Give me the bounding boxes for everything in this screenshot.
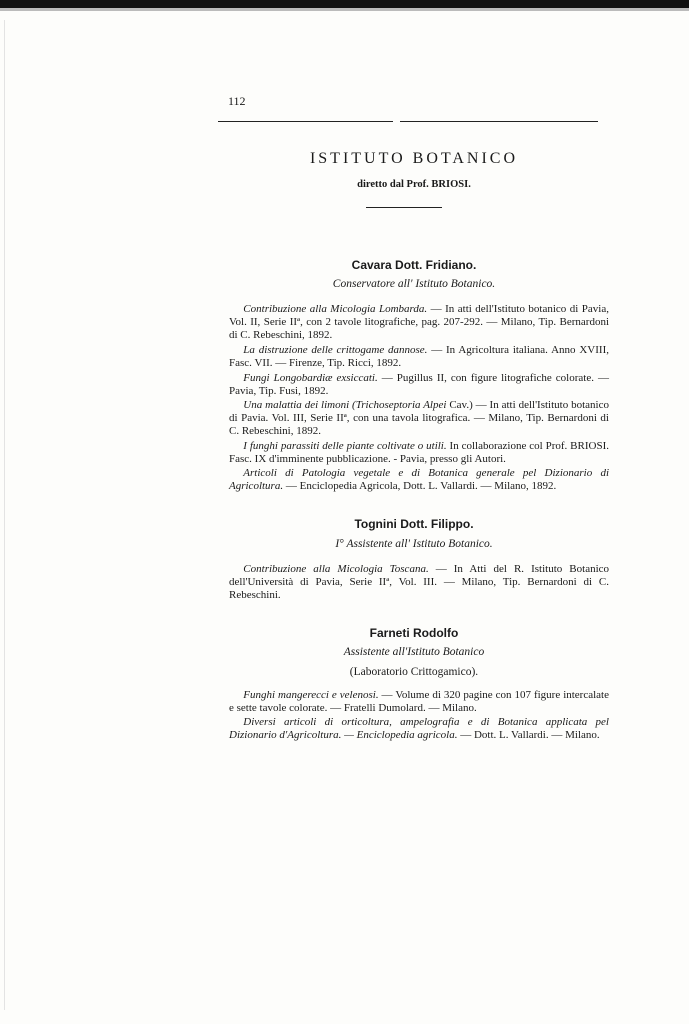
entry-title: Funghi mangerecci e velenosi. <box>243 689 379 701</box>
entry-title: Contribuzione alla Micologia Toscana. <box>243 563 429 575</box>
institute-director: diretto dal Prof. BRIOSI. <box>357 179 471 190</box>
scan-top-shadow <box>0 8 689 11</box>
entry-text: In collaborazione col Prof. BRIOSI. Fasc. IX d'imminente pubblicazione. - Pavia, presso gli Autori. <box>229 440 609 466</box>
section-lab: (Laboratorio Crittogamico). <box>349 666 479 678</box>
entry-title: Fungi Longobardiæ exsiccati. <box>243 372 378 384</box>
bibliography-entry <box>229 399 609 439</box>
entry-text: — In atti dell'Istituto botanico di Pavia, Vol. II, Serie IIª, con 2 tavole litografiche, pag. 207-292. — Milano, Tip. Bernardoni di C. Rebeschini, 1892. <box>229 303 609 342</box>
entry-title: I funghi parassiti delle piante coltivate o utili. <box>243 440 447 452</box>
entry-title: Articoli di Patologia vegetale e di Botanica generale pel Dizionario di Agricoltura. <box>229 467 609 493</box>
entry-text: Cav.) — In atti dell'Istituto botanico di Pavia. Vol. III, Serie IIª, con una tavola litografica. — Milano, Tip. Bernardoni di C. Rebeschini, 1892. <box>229 399 609 438</box>
bibliography-entry <box>229 303 609 343</box>
entry-text: — In Atti del R. Istituto Botanico dell'Università di Pavia, Serie IIª, Vol. III. — Milano, Tip. Bernardoni di C. Rebeschini. <box>229 563 610 602</box>
section-role: Assistente all'Istituto Botanico <box>343 646 485 658</box>
section-name: Cavara Dott. Fridiano. <box>351 258 477 272</box>
title-rule <box>366 207 442 208</box>
entry-title: Contribuzione alla Micologia Lombarda. <box>243 303 428 315</box>
entry-text: — Enciclopedia Agricola, Dott. L. Vallardi. — Milano, 1892. <box>283 480 557 493</box>
section-role: I° Assistente all' Istituto Botanico. <box>335 538 493 550</box>
institute-title: ISTITUTO BOTANICO <box>309 150 519 167</box>
entry-text: — Dott. L. Vallardi. — Milano. <box>457 729 600 742</box>
bibliography-entry <box>229 563 609 603</box>
bibliography-entry <box>229 344 609 370</box>
section-name: Tognini Dott. Filippo. <box>354 517 474 531</box>
section-role: Conservatore all' Istituto Botanico. <box>332 278 496 290</box>
bibliography-entry <box>229 372 609 398</box>
bibliography-entry <box>229 716 609 742</box>
bibliography-entry <box>229 440 609 466</box>
page-number: 112 <box>228 94 246 108</box>
section-name: Farneti Rodolfo <box>369 626 459 640</box>
scan-left-edge <box>4 20 5 1010</box>
entry-text: — In Agricoltura italiana. Anno XVIII, Fasc. VII. — Firenze, Tip. Ricci, 1892. <box>229 344 609 370</box>
bibliography-entry <box>229 467 609 493</box>
bibliography-entry <box>229 689 609 715</box>
entry-title: Diversi articoli di orticoltura, ampelografia e di Botanica applicata pel Dizionario d'Agricoltura. — Enciclopedia agricola. <box>229 716 609 742</box>
scan-top-border <box>0 0 689 8</box>
header-rule-right <box>400 121 598 122</box>
entry-title: Una malattia dei limoni (Trichoseptoria Alpei <box>243 399 447 411</box>
entry-text: — Pugillus II, con figure litografiche colorate. — Pavia, Tip. Fusi, 1892. <box>229 372 609 398</box>
entry-text: — Volume di 320 pagine con 107 figure intercalate e sette tavole colorate. — Fratelli Dumolard. — Milano. <box>229 689 609 715</box>
header-rule-left <box>218 121 393 122</box>
entry-title: La distruzione delle crittogame dannose. <box>243 344 428 356</box>
